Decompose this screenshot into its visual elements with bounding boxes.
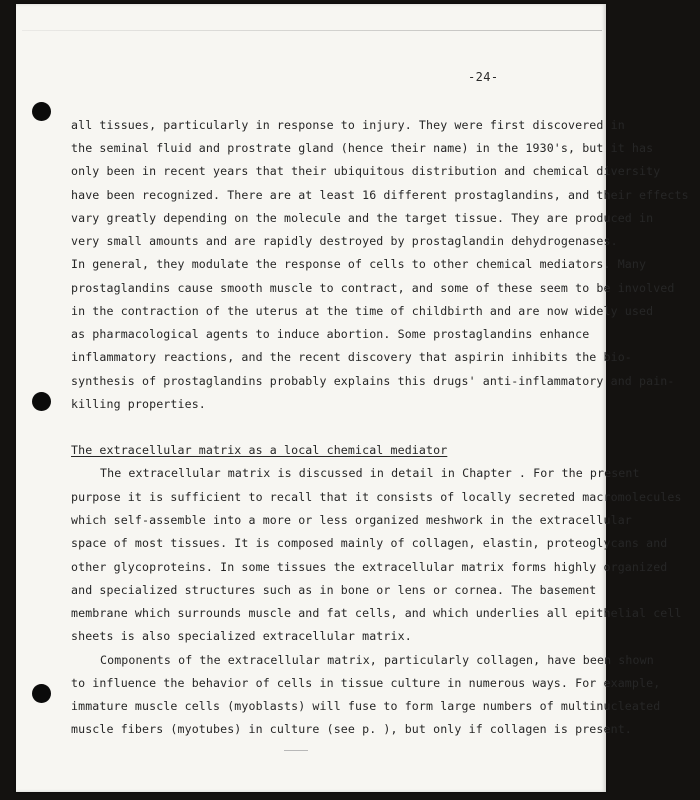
bottom-margin-mark — [284, 750, 308, 751]
paragraph-line: vary greatly depending on the molecule and the target tissue. They are produced in — [71, 211, 654, 225]
paragraph-line: and specialized structures such as in bone or lens or cornea. The basement — [71, 583, 597, 597]
page-number: -24- — [468, 70, 499, 84]
paragraph-line: have been recognized. There are at least 16 different prostaglandins, and their effects — [71, 188, 689, 202]
paragraph-line: inflammatory reactions, and the recent discovery that aspirin inhibits the bio- — [71, 350, 632, 364]
paragraph-line: which self-assemble into a more or less organized meshwork in the extracellular — [71, 513, 632, 527]
paragraph-line: sheets is also specialized extracellular matrix. — [71, 629, 412, 643]
paragraph-line: in the contraction of the uterus at the time of childbirth and are now widely used — [71, 304, 654, 318]
paragraph-line: purpose it is sufficient to recall that it consists of locally secreted macromolecules — [71, 490, 682, 504]
paragraph-line: as pharmacological agents to induce abortion. Some prostaglandins enhance — [71, 327, 590, 341]
paragraph-line: the seminal fluid and prostrate gland (hence their name) in the 1930's, but it has — [71, 141, 654, 155]
paragraph-line: space of most tissues. It is composed mainly of collagen, elastin, proteoglycans and — [71, 536, 668, 550]
paragraph-line: membrane which surrounds muscle and fat cells, and which underlies all epithelial cell — [71, 606, 682, 620]
paragraph-line: In general, they modulate the response of cells to other chemical mediators. Many — [71, 257, 647, 271]
paragraph-line: Components of the extracellular matrix, particularly collagen, have been shown — [100, 653, 654, 667]
top-edge-rule — [22, 30, 602, 31]
paragraph-line: other glycoproteins. In some tissues the extracellular matrix forms highly organized — [71, 560, 668, 574]
paragraph-line: immature muscle cells (myoblasts) will fuse to form large numbers of multinucleated — [71, 699, 661, 713]
paragraph-line: all tissues, particularly in response to injury. They were first discovered in — [71, 118, 625, 132]
paragraph-line: synthesis of prostaglandins probably explains this drugs' anti-inflammatory and pain- — [71, 374, 675, 388]
document-page — [16, 4, 689, 792]
paragraph-line: very small amounts and are rapidly destroyed by prostaglandin dehydrogenases. — [71, 234, 618, 248]
punch-hole-bottom — [32, 684, 51, 703]
punch-hole-middle — [32, 392, 51, 411]
paragraph-line: killing properties. — [71, 397, 206, 411]
section-heading: The extracellular matrix as a local chemical mediator — [71, 443, 448, 457]
paragraph-line: only been in recent years that their ubiquitous distribution and chemical diversity — [71, 164, 661, 178]
paragraph-line: prostaglandins cause smooth muscle to contract, and some of these seem to be involved — [71, 281, 675, 295]
paragraph-line: to influence the behavior of cells in tissue culture in numerous ways. For example, — [71, 676, 661, 690]
paragraph-line: The extracellular matrix is discussed in detail in Chapter . For the present — [100, 466, 640, 480]
punch-hole-top — [32, 102, 51, 121]
paragraph-line: muscle fibers (myotubes) in culture (see p. ), but only if collagen is present. — [71, 722, 632, 736]
